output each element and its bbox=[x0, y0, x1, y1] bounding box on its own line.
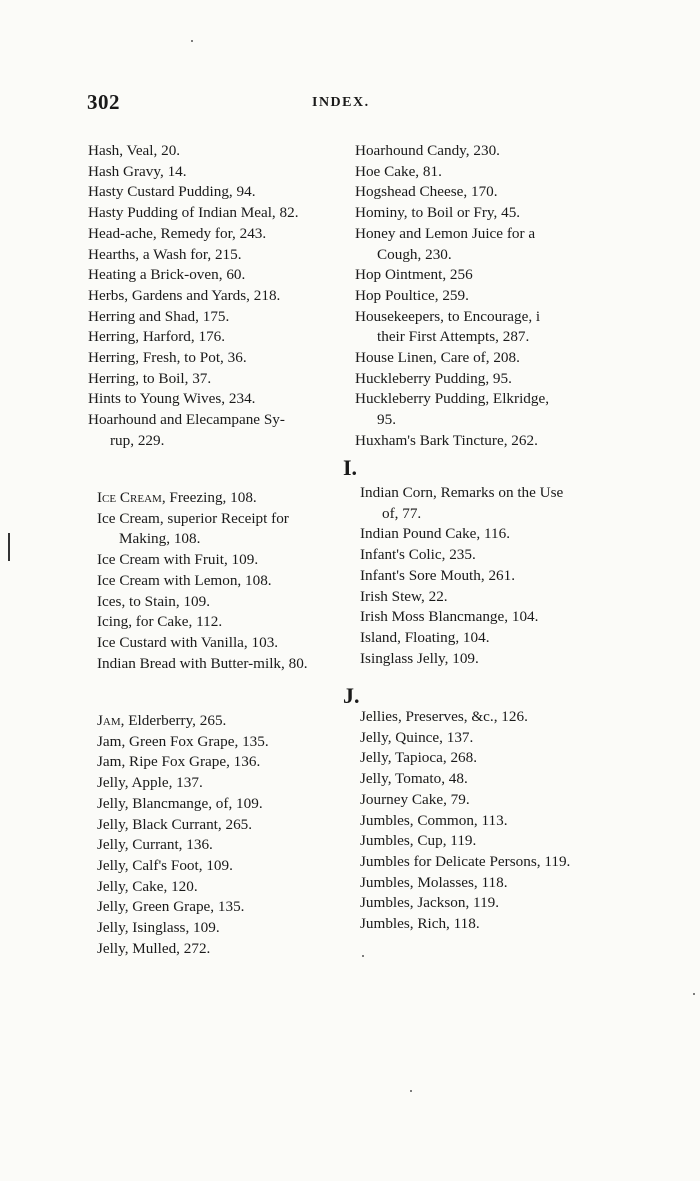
index-entry bbox=[355, 224, 610, 265]
index-entry bbox=[88, 389, 343, 410]
entry-line: Hoe Cake, 81. bbox=[355, 162, 442, 180]
entry-line: Huckleberry Pudding, 95. bbox=[355, 369, 512, 387]
index-entry bbox=[97, 509, 347, 550]
entry-line: Jumbles, Cup, 119. bbox=[360, 832, 477, 850]
entry-line: Hoarhound Candy, 230. bbox=[355, 142, 500, 159]
index-entry bbox=[360, 831, 620, 852]
index-entry bbox=[88, 224, 343, 245]
entry-line: Infant's Sore Mouth, 261. bbox=[360, 566, 516, 584]
index-entry bbox=[97, 571, 347, 592]
entry-line: Indian Pound Cake, 116. bbox=[360, 525, 511, 543]
index-entry bbox=[97, 711, 347, 732]
entry-line: Indian Corn, Remarks on the Use bbox=[360, 484, 564, 501]
entry-line: Herring, Fresh, to Pot, 36. bbox=[88, 349, 247, 367]
index-entry bbox=[360, 628, 615, 649]
entry-line: Jelly, Black Currant, 265. bbox=[97, 815, 253, 833]
entry-line: Jelly, Blancmange, of, 109. bbox=[97, 794, 263, 812]
index-entry bbox=[355, 265, 610, 286]
entry-line: Jumbles, Rich, 118. bbox=[360, 915, 480, 933]
scan-speck bbox=[362, 955, 364, 957]
entry-line: Icing, for Cake, 112. bbox=[97, 613, 223, 631]
entry-line: Head-ache, Remedy for, 243. bbox=[88, 224, 267, 242]
index-entry bbox=[97, 488, 347, 509]
index-entry bbox=[88, 141, 343, 162]
entry-rest: , Elderberry, 265. bbox=[120, 712, 227, 729]
entry-line: Hearths, a Wash for, 215. bbox=[88, 245, 242, 263]
entry-line: Housekeepers, to Encourage, i bbox=[355, 307, 541, 325]
entry-line: Hominy, to Boil or Fry, 45. bbox=[355, 204, 521, 222]
entry-line: Jam, Ripe Fox Grape, 136. bbox=[97, 753, 261, 771]
index-entry bbox=[355, 389, 610, 430]
index-entry bbox=[360, 811, 620, 832]
index-entry bbox=[355, 431, 610, 452]
index-entry bbox=[360, 748, 620, 769]
index-entry bbox=[97, 815, 347, 836]
entry-line: Jumbles, Jackson, 119. bbox=[360, 894, 500, 912]
index-entry bbox=[88, 203, 343, 224]
index-entry bbox=[360, 728, 620, 749]
entry-line: Indian Bread with Butter-milk, 80. bbox=[97, 654, 308, 672]
index-entry bbox=[360, 524, 615, 545]
index-entry bbox=[88, 307, 343, 328]
index-entry bbox=[97, 877, 347, 898]
index-entry bbox=[97, 612, 347, 633]
section-letter-i: I. bbox=[343, 455, 358, 480]
index-entry bbox=[360, 893, 620, 914]
h-left-column bbox=[88, 141, 343, 452]
entry-line: Jelly, Tomato, 48. bbox=[360, 770, 468, 788]
entry-line: Jelly, Tapioca, 268. bbox=[360, 749, 478, 767]
entry-line: Jumbles for Delicate Persons, 119. bbox=[360, 852, 571, 870]
index-entry bbox=[355, 369, 610, 390]
index-entry bbox=[88, 245, 343, 266]
entry-line: House Linen, Care of, 208. bbox=[355, 349, 520, 367]
entry-line: Hop Poultice, 259. bbox=[355, 286, 469, 304]
index-entry bbox=[360, 769, 620, 790]
entry-line: Hogshead Cheese, 170. bbox=[355, 183, 498, 201]
index-entry bbox=[360, 790, 620, 811]
i-right-column bbox=[360, 483, 615, 669]
index-entry bbox=[360, 914, 620, 935]
entry-line: Jellies, Preserves, &c., 126. bbox=[360, 708, 528, 725]
index-entry bbox=[97, 918, 347, 939]
entry-line: Hop Ointment, 256 bbox=[355, 266, 473, 284]
entry-line: Ice Cream with Lemon, 108. bbox=[97, 571, 272, 589]
entry-line: Jelly, Green Grape, 135. bbox=[97, 898, 245, 916]
index-entry bbox=[97, 732, 347, 753]
index-entry bbox=[97, 835, 347, 856]
entry-line: Jelly, Apple, 137. bbox=[97, 774, 203, 792]
index-entry bbox=[355, 286, 610, 307]
index-entry bbox=[88, 265, 343, 286]
entry-line: Infant's Colic, 235. bbox=[360, 546, 476, 564]
index-entry bbox=[97, 592, 347, 613]
entry-continuation: 95. bbox=[377, 411, 396, 429]
index-entry bbox=[360, 483, 615, 524]
index-entry bbox=[97, 654, 347, 675]
scan-margin-mark bbox=[8, 533, 10, 561]
entry-rest: , Freezing, 108. bbox=[161, 489, 257, 506]
index-entry bbox=[360, 707, 620, 728]
entry-line: Hasty Custard Pudding, 94. bbox=[88, 183, 256, 201]
index-entry bbox=[88, 182, 343, 203]
entry-line: Jelly, Calf's Foot, 109. bbox=[97, 856, 233, 874]
index-entry bbox=[97, 856, 347, 877]
index-entry bbox=[97, 550, 347, 571]
index-entry bbox=[355, 141, 610, 162]
entry-line: Jelly, Quince, 137. bbox=[360, 728, 474, 746]
index-entry bbox=[360, 587, 615, 608]
entry-line: Jelly, Mulled, 272. bbox=[97, 939, 211, 957]
entry-line: Herbs, Gardens and Yards, 218. bbox=[88, 286, 281, 304]
index-entry bbox=[97, 897, 347, 918]
index-entry bbox=[97, 794, 347, 815]
entry-line: Irish Moss Blancmange, 104. bbox=[360, 608, 539, 626]
entry-line: Hash Gravy, 14. bbox=[88, 162, 187, 180]
entry-line: Hints to Young Wives, 234. bbox=[88, 390, 256, 408]
i-left-column bbox=[97, 488, 347, 674]
entry-continuation: their First Attempts, 287. bbox=[377, 328, 530, 346]
index-entry bbox=[88, 369, 343, 390]
running-head: INDEX. bbox=[312, 95, 370, 110]
entry-line: Huxham's Bark Tincture, 262. bbox=[355, 431, 538, 449]
scan-speck bbox=[191, 40, 193, 42]
index-entry bbox=[355, 162, 610, 183]
index-entry bbox=[88, 410, 343, 451]
index-entry bbox=[360, 607, 615, 628]
entry-line: Jumbles, Molasses, 118. bbox=[360, 873, 508, 891]
entry-head-smallcaps: Ice Cream bbox=[97, 489, 162, 506]
index-entry bbox=[360, 873, 620, 894]
page-number: 302 bbox=[87, 90, 120, 114]
entry-line: Isinglass Jelly, 109. bbox=[360, 649, 479, 667]
entry-line: Ice Cream, superior Receipt for bbox=[97, 509, 289, 527]
entry-line: Herring and Shad, 175. bbox=[88, 307, 230, 325]
entry-line: Ice Cream with Fruit, 109. bbox=[97, 551, 259, 569]
entry-head-smallcaps: Jam bbox=[97, 712, 121, 729]
index-entry bbox=[360, 649, 615, 670]
entry-continuation: of, 77. bbox=[382, 504, 422, 522]
index-entry bbox=[88, 327, 343, 348]
scan-speck bbox=[410, 1090, 412, 1092]
entry-line: Honey and Lemon Juice for a bbox=[355, 224, 536, 242]
entry-line: Hash, Veal, 20. bbox=[88, 142, 181, 159]
index-entry bbox=[88, 162, 343, 183]
entry-line: Herring, Harford, 176. bbox=[88, 328, 226, 346]
index-entry bbox=[355, 203, 610, 224]
entry-line: Jelly, Currant, 136. bbox=[97, 836, 213, 854]
entry-continuation: Making, 108. bbox=[119, 530, 201, 548]
entry-continuation: rup, 229. bbox=[110, 431, 165, 449]
entry-line: Ices, to Stain, 109. bbox=[97, 592, 211, 610]
index-entry bbox=[355, 348, 610, 369]
j-left-column bbox=[97, 711, 347, 959]
j-right-column bbox=[360, 707, 620, 935]
scan-speck bbox=[693, 993, 695, 995]
index-entry bbox=[88, 348, 343, 369]
entry-line: Hasty Pudding of Indian Meal, 82. bbox=[88, 204, 299, 222]
entry-line: Hoarhound and Elecampane Sy- bbox=[88, 411, 285, 429]
entry-line: Island, Floating, 104. bbox=[360, 628, 490, 646]
entry-line: Irish Stew, 22. bbox=[360, 587, 448, 605]
index-entry bbox=[97, 939, 347, 960]
entry-line: Huckleberry Pudding, Elkridge, bbox=[355, 390, 550, 408]
index-entry bbox=[88, 286, 343, 307]
index-entry bbox=[360, 566, 615, 587]
index-entry bbox=[355, 182, 610, 203]
h-right-column bbox=[355, 141, 610, 452]
index-entry bbox=[97, 752, 347, 773]
entry-continuation: Cough, 230. bbox=[377, 245, 452, 263]
entry-line: Heating a Brick-oven, 60. bbox=[88, 266, 246, 284]
index-entry bbox=[355, 307, 610, 348]
index-entry bbox=[97, 633, 347, 654]
entry-line: Jelly, Isinglass, 109. bbox=[97, 919, 220, 937]
entry-line: Jam, Green Fox Grape, 135. bbox=[97, 732, 269, 750]
section-letter-j: J. bbox=[343, 683, 360, 708]
entry-line: Jelly, Cake, 120. bbox=[97, 877, 198, 895]
entry-line: Herring, to Boil, 37. bbox=[88, 369, 212, 387]
entry-line: Jumbles, Common, 113. bbox=[360, 811, 508, 829]
index-entry bbox=[360, 545, 615, 566]
entry-line: Journey Cake, 79. bbox=[360, 790, 470, 808]
index-entry bbox=[360, 852, 620, 873]
index-entry bbox=[97, 773, 347, 794]
entry-line: Ice Custard with Vanilla, 103. bbox=[97, 633, 279, 651]
